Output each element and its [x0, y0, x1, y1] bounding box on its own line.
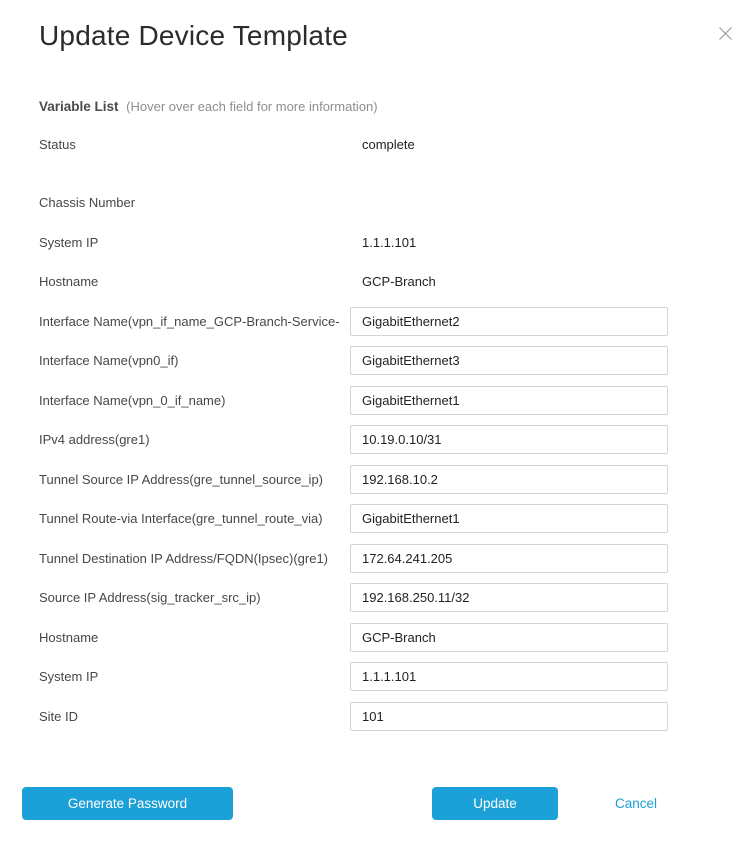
cancel-link[interactable]: Cancel	[615, 795, 658, 811]
variable-input[interactable]	[350, 425, 668, 454]
variable-label: Source IP Address(sig_tracker_src_ip)	[39, 590, 261, 605]
variable-row	[39, 425, 752, 454]
variable-input[interactable]	[350, 386, 668, 415]
variable-list	[39, 130, 752, 731]
generate-password-button[interactable]: Generate Password	[22, 787, 233, 820]
variable-row	[39, 188, 752, 217]
variable-input[interactable]	[350, 504, 668, 533]
variable-value: GCP-Branch	[362, 274, 436, 289]
variable-input[interactable]	[350, 346, 668, 375]
variable-row	[39, 662, 752, 691]
variable-label: System IP	[39, 669, 99, 684]
variable-input[interactable]	[350, 662, 668, 691]
variable-input[interactable]	[350, 702, 668, 731]
variable-row	[39, 228, 752, 257]
update-device-template-dialog	[0, 20, 752, 865]
variable-label: Interface Name(vpn_if_name_GCP-Branch-Service-	[39, 313, 340, 329]
variable-label: Hostname	[39, 629, 99, 645]
variable-input[interactable]	[350, 583, 668, 612]
variable-input[interactable]	[350, 465, 668, 494]
variable-value: 1.1.1.101	[362, 234, 417, 250]
dialog-title: Update Device Template	[39, 20, 348, 51]
variable-input[interactable]	[350, 544, 668, 573]
variable-row	[39, 307, 752, 336]
variable-label: Interface Name(vpn0_if)	[39, 353, 179, 368]
update-button[interactable]: Update	[432, 787, 558, 820]
variable-row	[39, 583, 752, 612]
variable-label: IPv4 address(gre1)	[39, 432, 150, 447]
variable-label: Tunnel Source IP Address(gre_tunnel_source_ip)	[39, 471, 324, 487]
variable-list-heading: Variable List	[39, 99, 119, 114]
variable-row	[39, 465, 752, 494]
variable-input[interactable]	[350, 623, 668, 652]
variable-list-hint: (Hover over each field for more information)	[126, 99, 378, 114]
variable-label: Interface Name(vpn_0_if_name)	[39, 392, 226, 408]
variable-row	[39, 544, 752, 573]
variable-label: Chassis Number	[39, 195, 136, 210]
variable-input[interactable]	[350, 307, 668, 336]
dialog-footer	[0, 787, 752, 820]
variable-label: Tunnel Destination IP Address/FQDN(Ipsec)(gre1)	[39, 550, 329, 566]
variable-label: Site ID	[39, 708, 79, 724]
variable-list-header	[39, 99, 752, 114]
variable-label: Tunnel Route-via Interface(gre_tunnel_route_via)	[39, 511, 323, 526]
variable-row	[39, 504, 752, 533]
variable-row	[39, 623, 752, 652]
variable-value: complete	[362, 137, 415, 152]
variable-row	[39, 346, 752, 375]
variable-row	[39, 267, 752, 296]
variable-label: System IP	[39, 234, 99, 250]
variable-row	[39, 130, 752, 159]
close-icon[interactable]	[716, 24, 734, 42]
variable-row	[39, 386, 752, 415]
variable-label: Status	[39, 137, 76, 152]
variable-row	[39, 702, 752, 731]
variable-label: Hostname	[39, 274, 99, 289]
